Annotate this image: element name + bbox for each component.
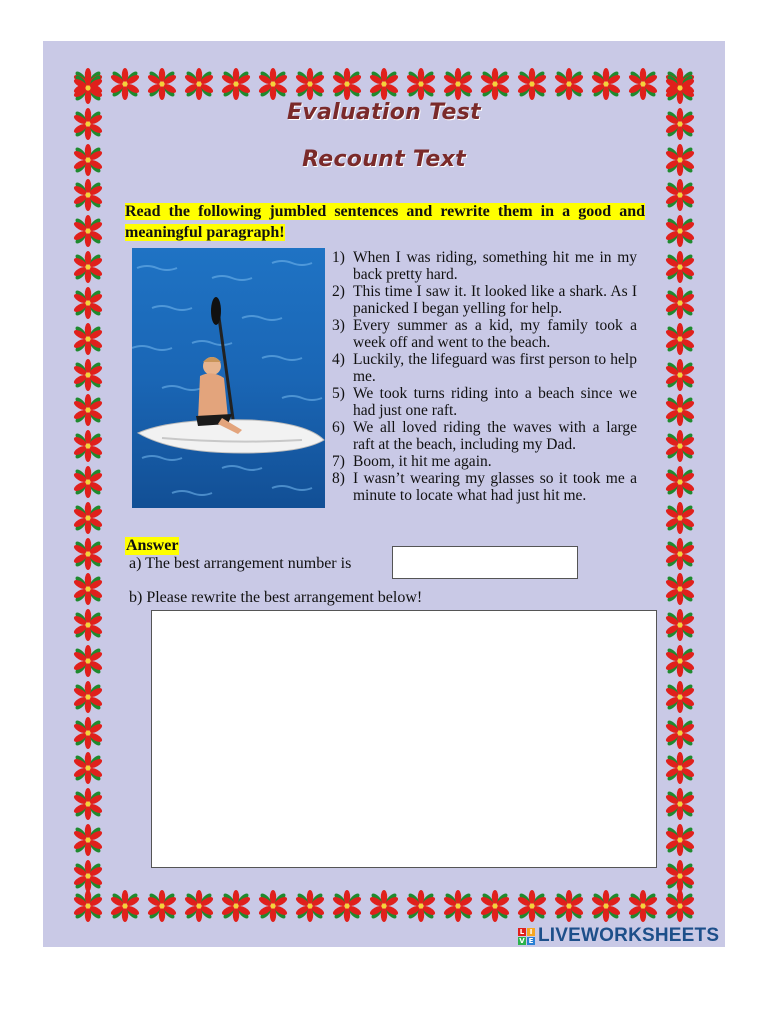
poinsettia-icon xyxy=(553,68,585,100)
poinsettia-icon xyxy=(627,890,659,922)
poinsettia-icon xyxy=(72,502,104,534)
poinsettia-icon xyxy=(405,68,437,100)
kayak-photo-icon xyxy=(132,248,325,508)
poinsettia-icon xyxy=(109,890,141,922)
logo-cell: V xyxy=(519,936,525,945)
liveworksheets-logo xyxy=(518,925,719,947)
poinsettia-icon xyxy=(664,179,696,211)
poinsettia-icon xyxy=(72,359,104,391)
poinsettia-icon xyxy=(72,681,104,713)
instruction-text xyxy=(125,201,645,243)
sentence-number: 8) xyxy=(332,470,345,487)
poinsettia-icon xyxy=(294,68,326,100)
poinsettia-icon xyxy=(72,788,104,820)
poinsettia-icon xyxy=(553,890,585,922)
flower-border-top xyxy=(72,68,696,100)
sentence-number: 4) xyxy=(332,351,345,368)
sentence-item xyxy=(332,470,637,504)
sentence-number: 3) xyxy=(332,317,345,334)
poinsettia-icon xyxy=(442,68,474,100)
poinsettia-icon xyxy=(72,215,104,247)
poinsettia-icon xyxy=(664,538,696,570)
poinsettia-icon xyxy=(664,860,696,892)
poinsettia-icon xyxy=(664,466,696,498)
logo-cell: E xyxy=(528,936,534,945)
logo-cell: I xyxy=(527,928,535,936)
sentence-text: I wasn’t wearing my glasses so it took me a minute to locate what had just hit me. xyxy=(353,470,637,504)
question-b: b) Please rewrite the best arrangement below! xyxy=(129,589,423,606)
poinsettia-icon xyxy=(479,890,511,922)
poinsettia-icon xyxy=(664,824,696,856)
flower-border-right xyxy=(664,72,696,892)
sentence-text: We took turns riding into a beach since we had just one raft. xyxy=(353,385,637,419)
arrangement-number-field[interactable] xyxy=(392,546,578,579)
poinsettia-icon xyxy=(72,824,104,856)
poinsettia-icon xyxy=(220,68,252,100)
sentence-list xyxy=(332,249,637,504)
poinsettia-icon xyxy=(72,287,104,319)
page-subtitle: Recount Text xyxy=(302,147,466,172)
sentence-number: 2) xyxy=(332,283,345,300)
poinsettia-icon xyxy=(664,394,696,426)
poinsettia-icon xyxy=(405,890,437,922)
poinsettia-icon xyxy=(664,359,696,391)
poinsettia-icon xyxy=(72,538,104,570)
poinsettia-icon xyxy=(146,890,178,922)
poinsettia-icon xyxy=(72,645,104,677)
poinsettia-icon xyxy=(479,68,511,100)
poinsettia-icon xyxy=(664,681,696,713)
sentence-item xyxy=(332,249,637,283)
poinsettia-icon xyxy=(331,890,363,922)
poinsettia-icon xyxy=(72,890,104,922)
sentence-text: When I was riding, something hit me in my back pretty hard. xyxy=(353,249,637,283)
poinsettia-icon xyxy=(183,68,215,100)
sentence-number: 5) xyxy=(332,385,345,402)
flower-border-bottom xyxy=(72,890,696,922)
kayak-photo-svg xyxy=(132,248,325,508)
poinsettia-icon xyxy=(72,394,104,426)
poinsettia-icon xyxy=(72,717,104,749)
poinsettia-icon xyxy=(664,890,696,922)
sentence-item xyxy=(332,453,637,470)
poinsettia-icon xyxy=(257,890,289,922)
poinsettia-icon xyxy=(72,430,104,462)
sentence-text: Luckily, the lifeguard was first person to help me. xyxy=(353,351,637,385)
poinsettia-icon xyxy=(220,890,252,922)
sentence-item xyxy=(332,317,637,351)
poinsettia-icon xyxy=(72,860,104,892)
poinsettia-icon xyxy=(72,466,104,498)
sentence-text: We all loved riding the waves with a large raft at the beach, including my Dad. xyxy=(353,419,637,453)
poinsettia-icon xyxy=(109,68,141,100)
instruction-highlight: Read the following jumbled sentences and rewrite them in a good and meaningful paragraph! xyxy=(125,203,645,241)
poinsettia-icon xyxy=(146,68,178,100)
sentence-number: 1) xyxy=(332,249,345,266)
page-title: Evaluation Test xyxy=(287,100,481,125)
poinsettia-icon xyxy=(516,890,548,922)
sentence-item xyxy=(332,419,637,453)
flower-border-left xyxy=(72,72,104,892)
sentence-text: This time I saw it. It looked like a shark. As I panicked I began yelling for help. xyxy=(353,283,637,317)
sentence-number: 6) xyxy=(332,419,345,436)
poinsettia-icon xyxy=(664,502,696,534)
sentence-text: Boom, it hit me again. xyxy=(353,453,492,470)
poinsettia-icon xyxy=(664,215,696,247)
sentence-item xyxy=(332,351,637,385)
poinsettia-icon xyxy=(664,323,696,355)
poinsettia-icon xyxy=(442,890,474,922)
poinsettia-icon xyxy=(664,287,696,319)
poinsettia-icon xyxy=(368,890,400,922)
sentence-number: 7) xyxy=(332,453,345,470)
poinsettia-icon xyxy=(368,68,400,100)
poinsettia-icon xyxy=(664,609,696,641)
sentence-item xyxy=(332,385,637,419)
poinsettia-icon xyxy=(590,68,622,100)
poinsettia-icon xyxy=(72,752,104,784)
poinsettia-icon xyxy=(72,323,104,355)
logo-cell: L xyxy=(519,927,525,936)
poinsettia-icon xyxy=(627,68,659,100)
poinsettia-icon xyxy=(72,179,104,211)
poinsettia-icon xyxy=(294,890,326,922)
poinsettia-icon xyxy=(72,251,104,283)
poinsettia-icon xyxy=(516,68,548,100)
rewrite-paragraph-field[interactable] xyxy=(151,610,657,868)
liveworksheets-icon xyxy=(518,928,535,945)
poinsettia-icon xyxy=(664,430,696,462)
sentence-text: Every summer as a kid, my family took a week off and went to the beach. xyxy=(353,317,637,351)
poinsettia-icon xyxy=(183,890,215,922)
poinsettia-icon xyxy=(257,68,289,100)
poinsettia-icon xyxy=(331,68,363,100)
poinsettia-icon xyxy=(664,573,696,605)
poinsettia-icon xyxy=(664,645,696,677)
poinsettia-icon xyxy=(72,609,104,641)
poinsettia-icon xyxy=(590,890,622,922)
poinsettia-icon xyxy=(664,717,696,749)
question-a: a) The best arrangement number is xyxy=(129,555,352,572)
poinsettia-icon xyxy=(664,752,696,784)
poinsettia-icon xyxy=(664,788,696,820)
poinsettia-icon xyxy=(72,573,104,605)
answer-label: Answer xyxy=(126,537,179,554)
poinsettia-icon xyxy=(664,251,696,283)
brand-text: LIVEWORKSHEETS xyxy=(538,925,720,946)
sentence-item xyxy=(332,283,637,317)
